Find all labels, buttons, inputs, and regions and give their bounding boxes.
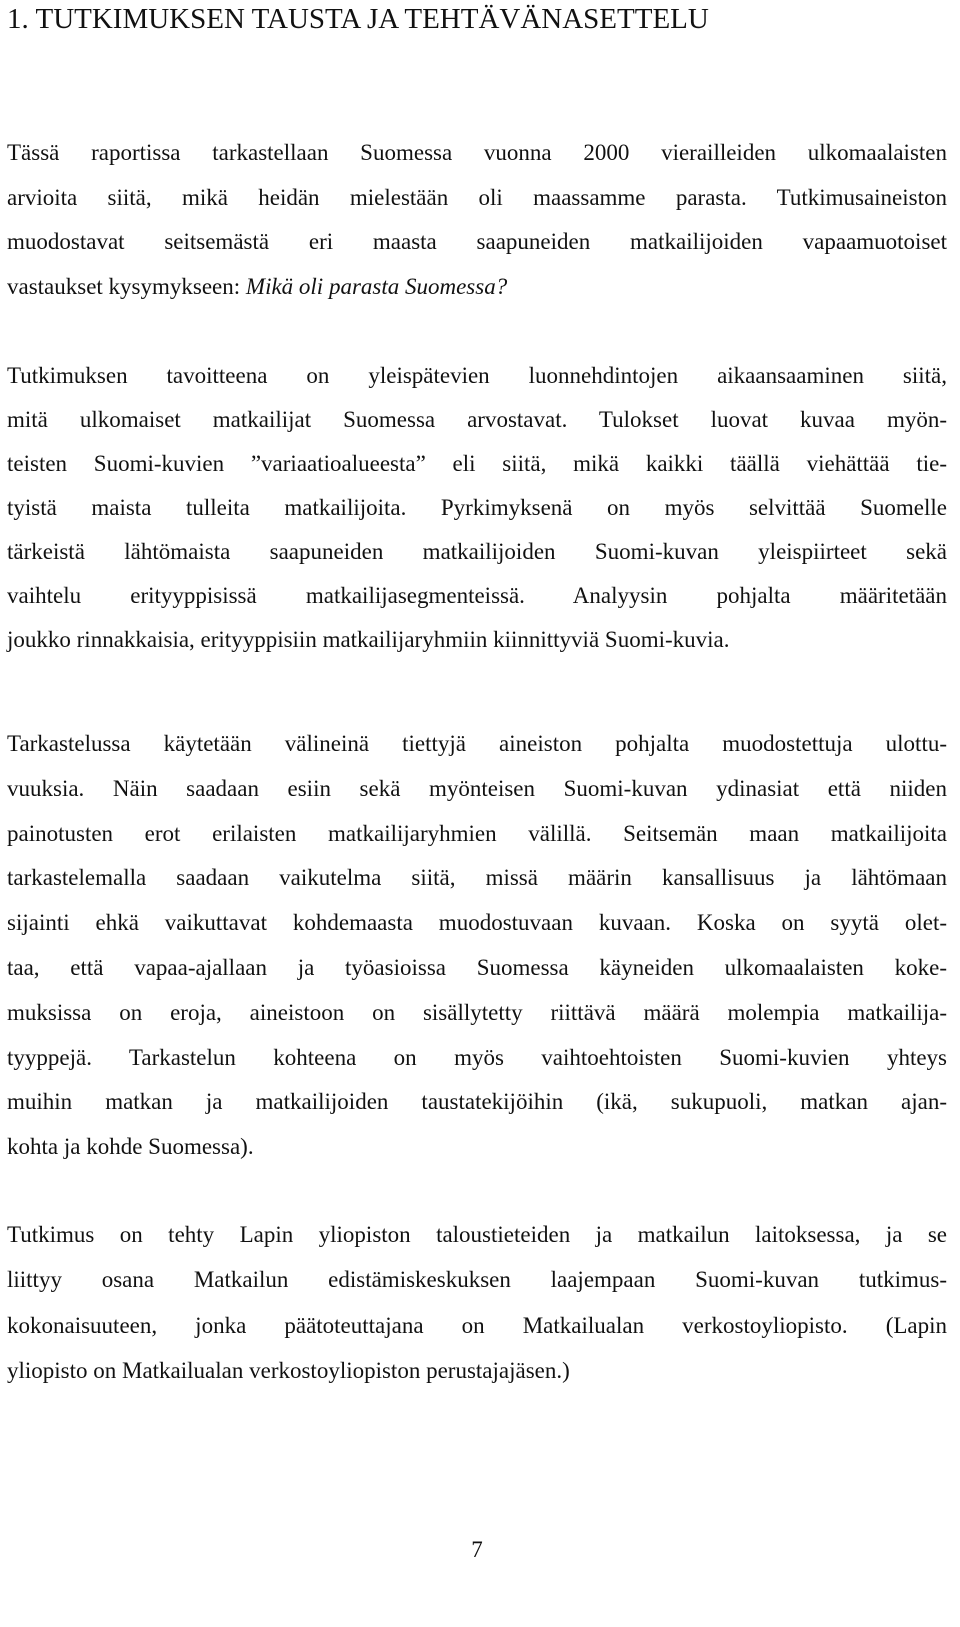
paragraph-line: Tutkimuksen tavoitteena on yleispätevien luonnehdintojen aikaansaaminen siitä, <box>7 363 947 388</box>
paragraph-line: joukko rinnakkaisia, erityyppisiin matkailijaryhmiin kiinnittyviä Suomi-kuvia. <box>7 627 730 652</box>
paragraph-line: muodostavat seitsemästä eri maasta saapuneiden matkailijoiden vapaamuotoiset <box>7 229 947 254</box>
paragraph-line: muksissa on eroja, aineistoon on sisällytetty riittävä määrä molempia matkailija- <box>7 999 947 1025</box>
paragraph-line: taa, että vapaa-ajallaan ja työasioissa Suomessa käyneiden ulkomaalaisten koke- <box>7 954 947 980</box>
paragraph-line: liittyy osana Matkailun edistämiskeskuksen laajempaan Suomi-kuvan tutkimus- <box>7 1267 947 1293</box>
paragraph-line: kokonaisuuteen, jonka päätoteuttajana on Matkailualan verkostoyliopisto. (Lapin <box>7 1312 947 1338</box>
research-question: Mikä oli parasta Suomessa? <box>245 273 508 299</box>
paragraph-line: muihin matkan ja matkailijoiden taustatekijöihin (ikä, sukupuoli, matkan ajan- <box>7 1089 947 1115</box>
paragraph-methods <box>7 722 947 1170</box>
paragraph-line: vaihtelu erityyppisissä matkailijasegmenteissä. Analyysin pohjalta määritetään <box>7 583 947 608</box>
paragraph-line: Tutkimus on tehty Lapin yliopiston taloustieteiden ja matkailun laitoksessa, ja se <box>7 1222 947 1247</box>
paragraph-line: kohta ja kohde Suomessa). <box>7 1134 254 1160</box>
paragraph-line: tärkeistä lähtömaista saapuneiden matkailijoiden Suomi-kuvan yleispiirteet sekä <box>7 539 947 564</box>
page-number: 7 <box>471 1537 483 1562</box>
paragraph-line: tarkastelemalla saadaan vaikutelma siitä, missä määrin kansallisuus ja lähtömaan <box>7 865 947 891</box>
paragraph-line: tyyppejä. Tarkastelun kohteena on myös vaihtoehtoisten Suomi-kuvien yhteys <box>7 1044 947 1070</box>
paragraph-line: arvioita siitä, mikä heidän mielestään oli maassamme parasta. Tutkimusaineiston <box>7 184 947 210</box>
paragraph-line: mitä ulkomaiset matkailijat Suomessa arvostavat. Tulokset luovat kuvaa myön- <box>7 407 947 432</box>
paragraph-line <box>7 265 947 310</box>
paragraph-line: painotusten erot erilaisten matkailijaryhmien välillä. Seitsemän maan matkailijoita <box>7 820 947 846</box>
paragraph-line: teisten Suomi-kuvien ”variaatioalueesta” eli siitä, mikä kaikki täällä viehättää tie- <box>7 451 947 476</box>
paragraph-line: sijainti ehkä vaikuttavat kohdemaasta muodostuvaan kuvaan. Koska on syytä olet- <box>7 910 947 936</box>
question-prefix: vastaukset kysymykseen: <box>7 273 246 299</box>
paragraph-intro <box>7 131 947 309</box>
paragraph-line: tyistä maista tulleita matkailijoita. Pyrkimyksenä on myös selvittää Suomelle <box>7 495 947 520</box>
paragraph-line: yliopisto on Matkailualan verkostoyliopiston perustajajäsen.) <box>7 1357 570 1383</box>
section-heading: 1. TUTKIMUKSEN TAUSTA JA TEHTÄVÄNASETTELU <box>7 3 709 35</box>
paragraph-line: Tarkastelussa käytetään välineinä tiettyjä aineiston pohjalta muodostettuja ulottu- <box>7 731 947 756</box>
paragraph-line: vuuksia. Näin saadaan esiin sekä myönteisen Suomi-kuvan ydinasiat että niiden <box>7 775 947 801</box>
paragraph-objectives <box>7 354 947 662</box>
paragraph-line: Tässä raportissa tarkastellaan Suomessa vuonna 2000 vierailleiden ulkomaalaisten <box>7 140 947 165</box>
paragraph-affiliation <box>7 1212 947 1393</box>
